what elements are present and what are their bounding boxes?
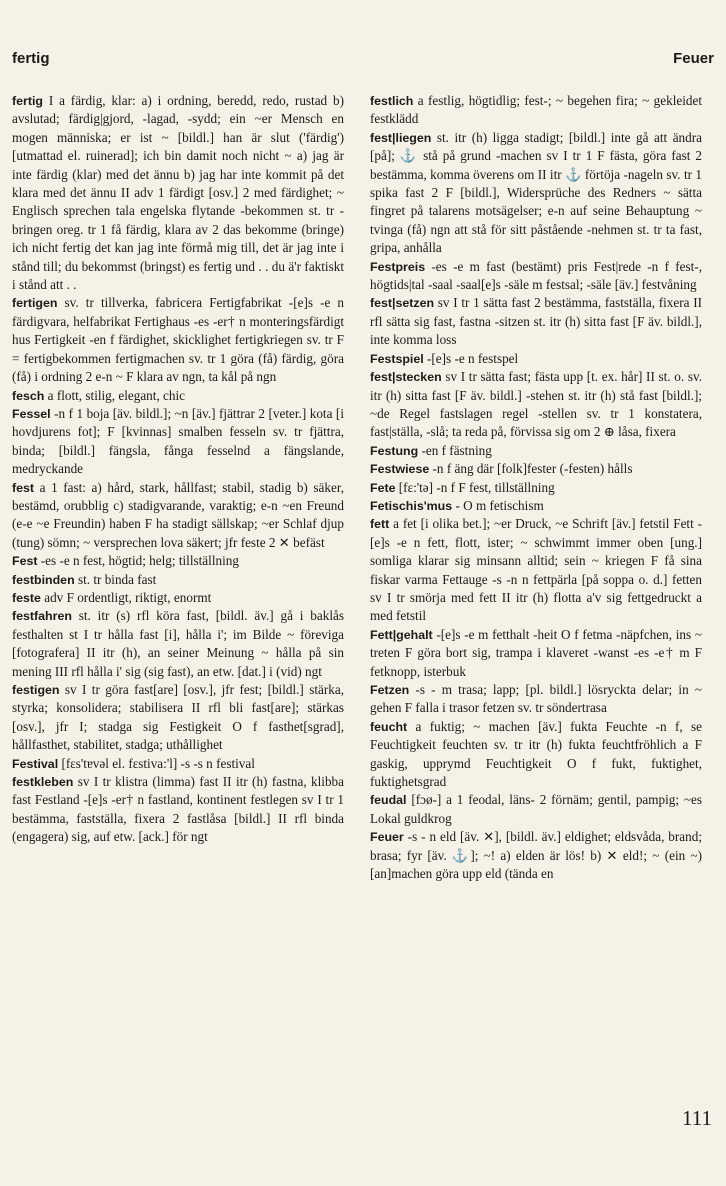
entry-body: a fet [i olika bet.]; ~er Druck, ~e Schrift [äv.] fetstil Fett -[e]s -e n fett, flott, ister; ~ schwimmt immer oben [ung.] somliga klarar sig minsann alltid; sein ~ kriegen F få sina fiskar varma Fettauge -s -n n fettpärla [på soppa o. d.] fetten sv I tr smörja med fett II itr (h) flotta a'v sig fettgedruckt a med fetstil [370,516,702,624]
dictionary-entry [12,607,344,681]
dictionary-entry [370,718,702,792]
headword: festfahren [12,609,72,624]
entry-body: sv I tr 1 sätta fast 2 bestämma, fastställa, fixera II rfl sätta sig fast, fastna -sitzen st. itr (h) sitta fast [F äv. bildl.], inte komma loss [370,295,702,348]
headword: Feuer [370,830,404,845]
dictionary-entry [370,92,702,129]
entry-body: st. tr binda fast [74,571,157,587]
headword: Fete [370,480,396,495]
entry-body: -[e]s -e n festspel [423,350,519,366]
dictionary-entry [12,405,344,479]
entry-body: -n f äng där [folk]fester (-festen) hålls [429,461,633,477]
entry-body: [fɔø-] a 1 feodal, läns- 2 förnäm; gentil, pampig; ~es Lokal guldkrog [370,792,702,826]
entry-body: sv I tr sätta fast; fästa upp [t. ex. hår] II st. o. sv. itr (h) sitta fast [F äv. bildl.] -stehen st. itr (h) stå fast [bildl.]; ~de Regel fastslagen regel -stellen sv. tr 1 konstatera, fast|ställa, -slå; ta reda på, förvissa sig om 2 ⊕ låsa, fixera [370,369,702,440]
running-head-left: fertig [12,50,50,67]
running-head-right: Feuer [673,50,714,67]
entry-body: - O m fetischism [452,497,544,513]
dictionary-entry [370,258,702,295]
entry-body: st. itr (h) ligga stadigt; [bildl.] inte gå att ändra [på]; ⚓ stå på grund -machen sv I tr 1 F fästa, göra fast 2 bestämma, komma överens om II itr ⚓ förtöja -nageln sv. tr 1 spika fast 2 F [bildl.], Widersprüche des Redners ~ sätta fingret på talarens motsägelser; e-n auf seine Behauptung ~ tvinga (få) ngn att stå för sitt påstående -nehmen st. tr ta fast, gripa, anhålla [370,129,702,256]
entry-body: -es -e m fast (bestämt) pris Fest|rede -n f fest-, högtids|tal -saal -saal[e]s -säle m festsal; -säle [äv.] festvåning [370,258,702,293]
entry-body: -es -e n fest, högtid; helg; tillställning [37,553,239,569]
dictionary-entry [370,350,702,368]
headword: fertigen [12,296,58,311]
entry-body: a festlig, högtidlig; fest-; ~ begehen fira; ~ gekleidet festklädd [370,93,702,127]
headword: Festival [12,756,59,771]
entry-body: -[e]s -e m fetthalt -heit O f fetma -näpfchen, ins ~ treten F göra bort sig, trampa i klaveret -wanst -es -e† m F fetknopp, isterbuk [370,626,702,679]
dictionary-entry [12,571,344,589]
left-column [12,92,344,847]
headword: feudal [370,793,407,808]
entry-body: [fɛ:'tə] -n f F fest, tillställning [395,479,555,495]
entry-body: [fɛs'tɐvəl el. fɛstiva:'l] -s -s n festival [58,755,255,771]
dictionary-entry [370,129,702,258]
page-number: 111 [682,1106,712,1130]
right-column [370,92,702,883]
dictionary-entry [12,773,344,847]
entry-body: a 1 fast: a) hård, stark, hållfast; stabil, stadig b) säker, bestämd, orubblig c) stadigvarande, varaktig; e-n ~en Freund (e-e ~e Freundin) haben F ha stadigt sällskap; ~er Schlaf djup (tung) sömn; ~ versprechen lova säkert; jfr feste 2 ✕ befäst [12,479,344,550]
dictionary-entry [370,294,702,349]
dictionary-entry [12,387,344,405]
headword: Festung [370,443,419,458]
headword: fett [370,517,390,532]
headword: Festspiel [370,351,424,366]
headword: festbinden [12,572,75,587]
headword: fesch [12,388,45,403]
headword: Festpreis [370,259,426,274]
headword: Festwiese [370,462,430,477]
dictionary-entry [12,552,344,570]
entry-body: I a färdig, klar: a) i ordning, beredd, redo, rustad b) avslutad; färdig|gjord, -lagad, -sydd; ein ~er Mensch en mogen människa; er ist ~ [bildl.] han är slut ('färdig') [utmattad el. ruinerad]; ich bin damit noch nicht ~ a) jag är inte färdig (klar) med det ännu b) jag har inte kommit på det klara med det ännu II adv 1 färdigt [osv.] 2 med färdighet; ~ Englisch sprechen tala engelska flytande -bekommen st. tr -bringen oreg. tr 1 få färdig, klara av 2 das bekomme (bringe) ich nicht fertig det kan jag inte förmå mig till, det är jag inte i stånd till; du bekommst (bringst) es fertig und . . du ä'r faktiskt i stånd att . . [12,93,344,293]
dictionary-entry [370,479,702,497]
dictionary-entry [370,460,702,478]
dictionary-entry [370,515,702,625]
entry-body: -s - n eld [äv. ✕], [bildl. äv.] eldighet; eldsvåda, brand; brasa; fyr [äv. ⚓]; ~! a) elden är lös! b) ✕ eld!; ~ (ein ~) [an]machen göra upp eld (tända en [370,829,702,882]
entry-body: sv. tr tillverka, fabricera Fertigfabrikat -[e]s -e n färdigvara, helfabrikat Fertighaus -es -er† n monteringsfärdigt hus Fertigkeit -en f färdighet, skicklighet fertigkriegen sv. tr F = fertigbekommen fertigmachen sv. tr 1 göra (få) färdig, göra (få) i ordning 2 e-n ~ F klara av ngn, ta kål på ngn [12,295,344,385]
dictionary-entry [370,442,702,460]
dictionary-entry [12,755,344,773]
entry-body: st. itr (s) rfl köra fast, [bildl. äv.] gå i baklås festhalten st I tr hålla fast [i], hålla i'; im Bilde ~ föreviga [fotografera] II itr (h), an seiner Meinung ~ hålla på sin mening III rfl hålla i' sig (sig fast), an etw. [dat.] i (vid) ngt [12,608,344,679]
headword: fest|setzen [370,296,435,311]
entry-body: sv I tr göra fast[are] [osv.], jfr fest; [bildl.] stärka, styrka; konsolidera; stabilisera II rfl bli fast[are]; stärkas [osv.], jfr I; stadga sig Festigkeit O f fasthet[sgrad], hållfasthet, stabilitet, stadga; uthållighet [12,682,344,753]
dictionary-entry [12,92,344,294]
headword: fertig [12,94,43,108]
headword: festkleben [12,775,74,790]
headword: Fest [12,554,38,569]
dictionary-entry [370,368,702,442]
dictionary-entry [12,479,344,553]
entry-body: sv I tr klistra (limma) fast II itr (h) fastna, klibba fast Festland -[e]s -er† n fastland, kontinent festlegen sv I tr 1 bestämma, fastställa, fixera 2 fastlåsa [bildl.] II rfl binda (engagera) sig, auf etw. [ack.] för ngt [12,774,344,845]
headword: Fetischis'mus [370,498,453,513]
entry-body: -en f fästning [418,442,492,458]
entry-body: a flott, stilig, elegant, chic [44,387,186,403]
headword: feucht [370,719,408,734]
entry-body: -n f 1 boja [äv. bildl.]; ~n [äv.] fjättrar 2 [veter.] kota [i hovdjurens fot]; F [kvinnas] smalben fesseln sv. tr fjättra, binda; [bildl.] fängsla, fånga fesselnd a fängslande, medryckande [12,405,344,477]
headword: festlich [370,94,414,108]
headword: fest|stecken [370,370,442,385]
dictionary-entry [370,791,702,828]
dictionary-entry [370,497,702,515]
entry-body: a fuktig; ~ machen [äv.] fukta Feuchte -n f, se Feuchtigkeit feuchten sv. tr itr (h) fukta feuchtfröhlich a F gaskig, upprymd Feuchtigkeit O f fukt, fuktighet, fuktighetsgrad [370,718,702,790]
headword: feste [12,590,41,605]
entry-body: -s - m trasa; lapp; [pl. bildl.] lösryckta delar; in ~ gehen F falla i trasor fetzen sv. tr söndertrasa [370,682,702,716]
headword: Fetzen [370,683,410,697]
headword: festigen [12,683,60,697]
headword: Fett|gehalt [370,627,433,642]
dictionary-entry [370,626,702,681]
dictionary-entry [370,828,702,883]
headword: fest [12,480,35,495]
dictionary-entry [12,294,344,386]
headword: fest|liegen [370,130,432,145]
dictionary-entry [12,589,344,607]
dictionary-entry [12,681,344,755]
dictionary-entry [370,681,702,718]
entry-body: adv F ordentligt, riktigt, enormt [40,589,212,605]
headword: Fessel [12,406,51,421]
